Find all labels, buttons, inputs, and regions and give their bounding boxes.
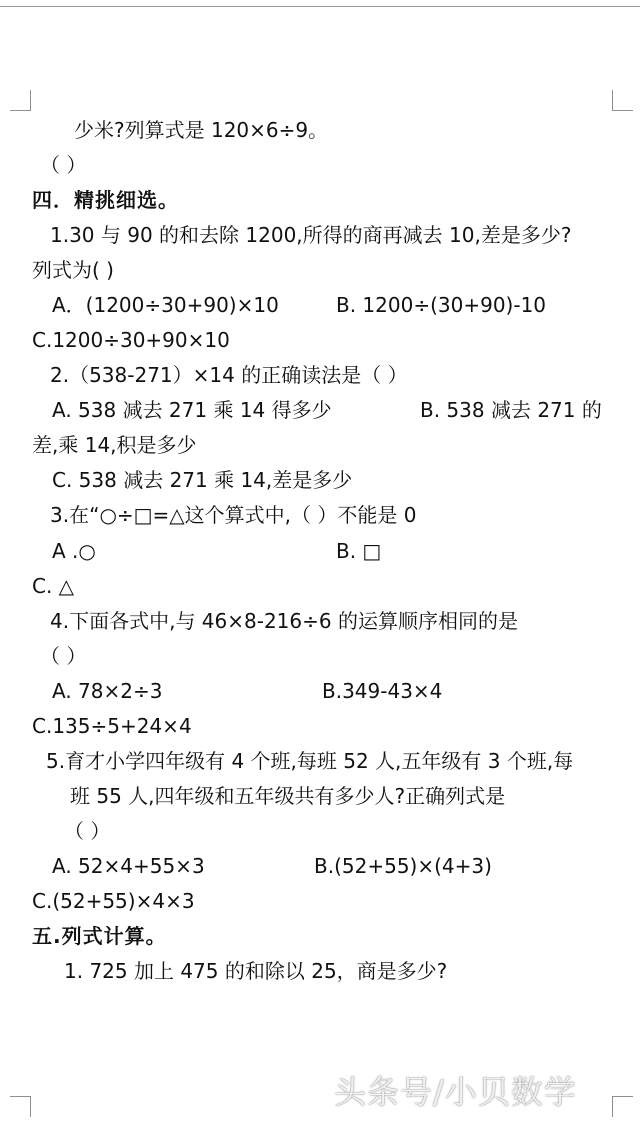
answer-bracket: （ ）: [40, 644, 87, 668]
option-c: C. △: [32, 574, 75, 598]
option-a: A. 78×2÷3: [52, 679, 163, 703]
option-c: C. 538 减去 271 乘 14,差是多少: [52, 468, 353, 492]
answer-bracket: （ ）: [64, 819, 111, 843]
option-b: B. 538 减去 271 的: [420, 398, 602, 422]
option-c: C.1200÷30+90×10: [32, 328, 230, 352]
option-b: B. □: [336, 539, 382, 563]
question-2: 2.（538-271）×14 的正确读法是（ ）: [50, 363, 408, 387]
question-1: 1.30 与 90 的和去除 1200,所得的商再减去 10,差是多少?: [50, 223, 572, 247]
text-line: 列式为( ): [32, 258, 114, 282]
section-heading-5: 五.列式计算。: [32, 924, 167, 948]
option-c: C.135÷5+24×4: [32, 714, 192, 738]
text-line: 差,乘 14,积是多少: [32, 433, 197, 457]
question-4: 4.下面各式中,与 46×8-216÷6 的运算顺序相同的是: [50, 609, 518, 633]
watermark: 头条号/小贝数学: [334, 1073, 577, 1111]
crop-mark-top-left: [10, 90, 31, 111]
option-a: A .○: [52, 539, 96, 563]
option-a: A. 538 减去 271 乘 14 得多少: [52, 398, 332, 422]
answer-bracket: （ ）: [40, 153, 87, 177]
crop-mark-top-right: [612, 90, 633, 111]
option-a: A. 52×4+55×3: [52, 854, 205, 878]
text-line: 少米?列算式是 120×6÷9。: [74, 118, 329, 142]
option-c: C.(52+55)×4×3: [32, 889, 195, 913]
option-b: B.(52+55)×(4+3): [314, 854, 492, 878]
question-5: 5.育才小学四年级有 4 个班,每班 52 人,五年级有 3 个班,每: [46, 749, 574, 773]
page-top-border: [0, 6, 640, 7]
option-b: B. 1200÷(30+90)-10: [336, 293, 547, 317]
option-b: B.349-43×4: [322, 679, 443, 703]
question-3: 3.在“○÷□=△这个算式中,（ ）不能是 0: [50, 503, 417, 527]
crop-mark-bottom-right: [612, 1096, 633, 1117]
crop-mark-bottom-left: [10, 1096, 31, 1117]
section-heading-4: 四．精挑细选。: [32, 188, 179, 212]
option-a: A．(1200÷30+90)×10: [52, 293, 279, 317]
question-calc-1: 1. 725 加上 475 的和除以 25，商是多少?: [64, 959, 448, 983]
text-line: 班 55 人,四年级和五年级共有多少人?正确列式是: [70, 784, 506, 808]
